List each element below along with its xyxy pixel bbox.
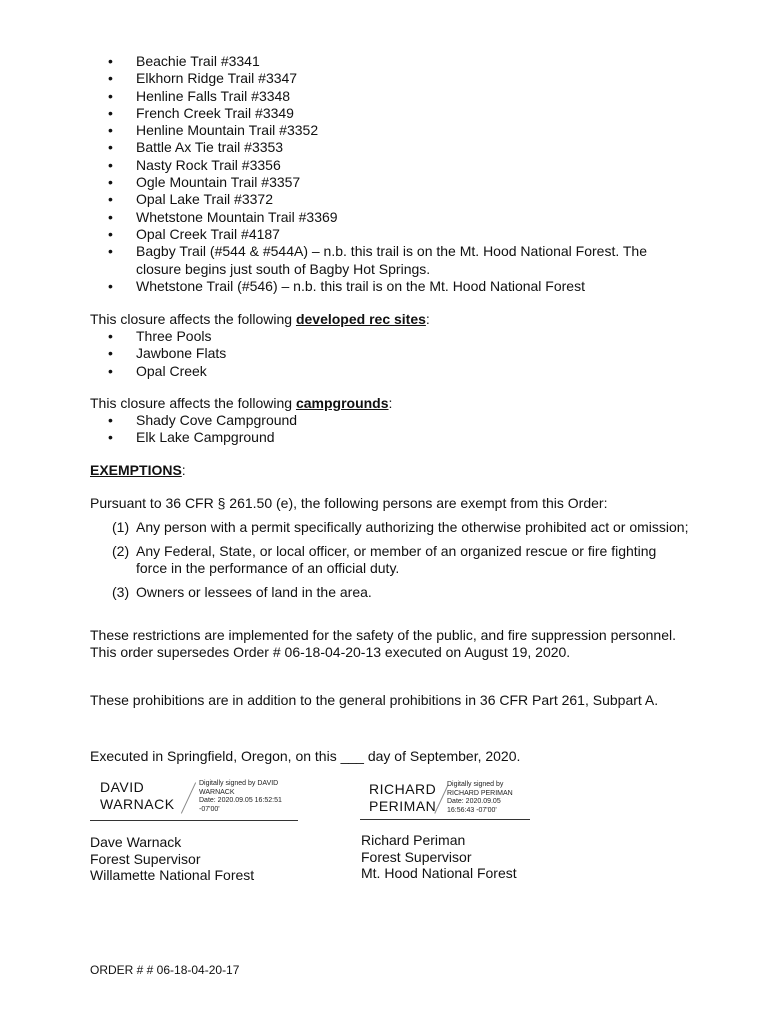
list-item: • Whetstone Trail (#546) – n.b. this trail is on the Mt. Hood National Forest	[108, 278, 656, 295]
signer-name: Dave Warnack	[90, 834, 182, 850]
restrictions-line-2: This order supersedes Order # 06-18-04-20-13 executed on August 19, 2020.	[90, 644, 571, 660]
signer-org: Willamette National Forest	[90, 867, 255, 883]
rec-sites-intro: This closure affects the following developed rec sites:	[90, 311, 430, 327]
list-item: • Henline Mountain Trail #3352	[108, 122, 656, 139]
list-item: • Elkhorn Ridge Trail #3347	[108, 70, 656, 87]
list-item: • Opal Creek	[108, 363, 226, 380]
executed-text: Executed in Springfield, Oregon, on this ___ day of September, 2020.	[90, 748, 521, 764]
list-item: • Ogle Mountain Trail #3357	[108, 174, 656, 191]
digital-signature-2: RICHARD PERIMAN Digitally signed by RICHARD PERIMAN Date: 2020.09.05 16:56:43 -07'00'	[369, 781, 513, 814]
list-item: (2) Any Federal, State, or local officer, or member of an organized rescue or fire fighting force in the performance of an official duty.	[112, 543, 657, 576]
trail-list	[108, 53, 656, 295]
list-item: • Three Pools	[108, 328, 226, 345]
list-item: • Nasty Rock Trail #3356	[108, 157, 656, 174]
list-item: • Shady Cove Campground	[108, 412, 297, 429]
list-item: • Jawbone Flats	[108, 345, 226, 362]
campgrounds-list	[108, 412, 297, 447]
list-item: • French Creek Trail #3349	[108, 105, 656, 122]
signer-1-block	[90, 834, 254, 884]
signature-divider	[181, 782, 196, 813]
campgrounds-intro: This closure affects the following campgrounds:	[90, 395, 393, 411]
signature-line-1	[90, 820, 298, 821]
list-item: • Battle Ax Tie trail #3353	[108, 139, 656, 156]
list-item: • Opal Lake Trail #3372	[108, 191, 656, 208]
signature-line-2	[360, 819, 530, 820]
exemptions-heading: EXEMPTIONS:	[90, 462, 186, 478]
list-item: • Elk Lake Campground	[108, 429, 297, 446]
restrictions-line-1: These restrictions are implemented for the safety of the public, and fire suppression personnel.	[90, 627, 676, 643]
signer-2-block	[361, 832, 517, 882]
list-item: • Whetstone Mountain Trail #3369	[108, 209, 656, 226]
list-item: (1) Any person with a permit specifically authorizing the otherwise prohibited act or omission;	[112, 519, 689, 535]
page-footer: ORDER # # 06-18-04-20-17	[90, 963, 240, 977]
digital-signature-1: DAVID WARNACK Digitally signed by DAVID WARNACK Date: 2020.09.05 16:52:51 -07'00'	[100, 779, 282, 813]
list-item: (3) Owners or lessees of land in the area.	[112, 584, 372, 600]
signer-org: Mt. Hood National Forest	[361, 865, 517, 881]
list-item: • Beachie Trail #3341	[108, 53, 656, 70]
list-item: • Opal Creek Trail #4187	[108, 226, 656, 243]
signer-title: Forest Supervisor	[361, 848, 472, 865]
list-item: • Bagby Trail (#544 & #544A) – n.b. this trail is on the Mt. Hood National Forest. The closure begins just south of Bagby Hot Springs.	[108, 243, 656, 278]
exemptions-list	[112, 519, 712, 608]
rec-sites-list	[108, 328, 226, 380]
signer-title: Forest Supervisor	[90, 850, 201, 867]
prohibitions-text: These prohibitions are in addition to the general prohibitions in 36 CFR Part 261, Subpart A.	[90, 692, 659, 708]
list-item: • Henline Falls Trail #3348	[108, 88, 656, 105]
exemptions-intro: Pursuant to 36 CFR § 261.50 (e), the following persons are exempt from this Order:	[90, 495, 608, 511]
signer-name: Richard Periman	[361, 832, 466, 848]
